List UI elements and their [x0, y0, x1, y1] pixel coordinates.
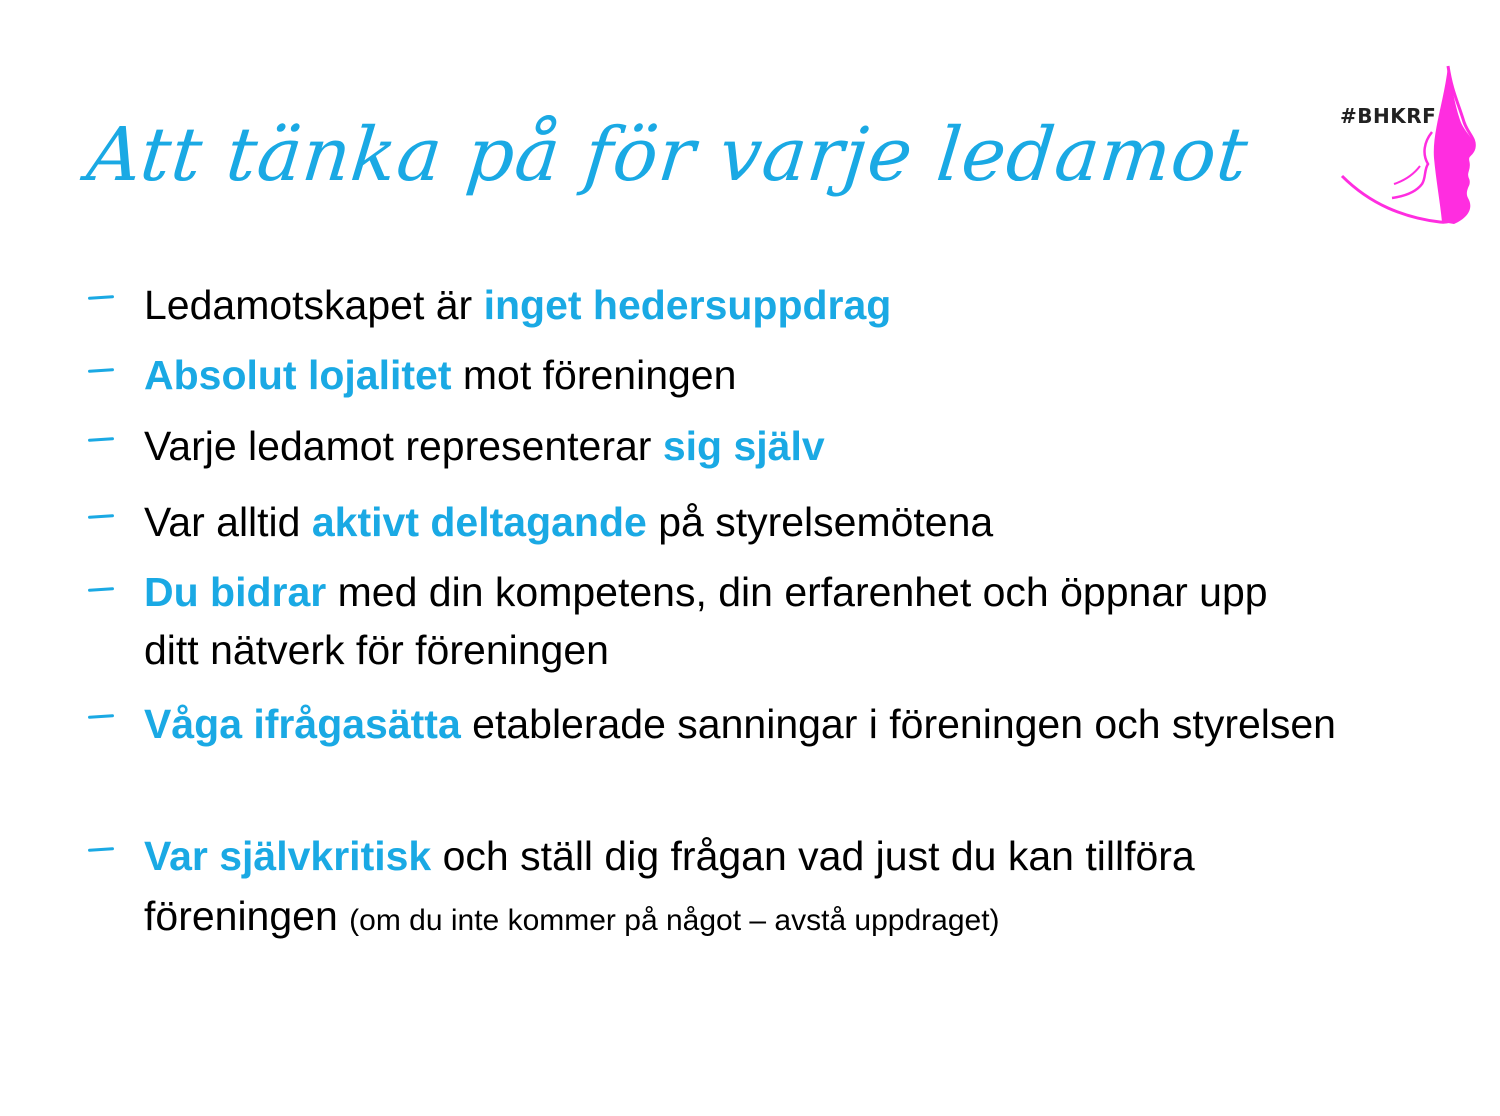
bullet-text: på styrelsemötena — [646, 499, 994, 545]
bullet-highlight: inget hedersuppdrag — [483, 282, 892, 328]
bullet-dash — [88, 714, 114, 719]
bullet-item — [144, 346, 1434, 404]
bullet-item — [144, 417, 1434, 475]
bullet-text: med din kompetens, din erfarenhet och öppnar upp ditt nätverk för föreningen — [144, 569, 1268, 673]
bullet-highlight: Du bidrar — [144, 569, 327, 615]
bullet-text: Varje ledamot representerar — [144, 423, 663, 469]
bhkrf-logo — [1336, 62, 1486, 232]
logo-hashtag: #BHKRF — [1340, 104, 1437, 128]
bullet-text: Var alltid — [144, 499, 312, 545]
bullet-note: (om du inte kommer på något – avstå uppdraget) — [349, 904, 1000, 937]
bullet-highlight: aktivt deltagande — [311, 499, 647, 545]
bullet-dash — [88, 514, 114, 519]
bullet-text: Ledamotskapet är — [144, 282, 484, 328]
bullet-item — [144, 493, 1434, 551]
bullet-item — [144, 563, 1274, 679]
bullet-item — [144, 693, 1434, 755]
bullet-text: och ställ dig frågan vad just du kan tillföra föreningen — [144, 833, 1195, 939]
bullet-dash — [88, 295, 114, 300]
bullet-dash — [88, 847, 114, 852]
bullet-text: etablerade sanningar i föreningen och styrelsen — [460, 701, 1336, 747]
bullet-highlight: sig själv — [662, 423, 825, 469]
bullet-highlight: Absolut lojalitet — [144, 352, 452, 398]
slide-title: Att tänka på för varje ledamot — [83, 112, 1253, 198]
bullet-text: mot föreningen — [451, 352, 737, 398]
bullet-item — [144, 826, 1294, 951]
bullet-dash — [88, 587, 114, 592]
bullet-dash — [88, 437, 114, 442]
bullet-highlight: Var självkritisk — [144, 833, 432, 879]
bullet-highlight: Våga ifrågasätta — [144, 701, 461, 747]
bullet-item — [144, 276, 1434, 334]
bullet-dash — [88, 368, 114, 373]
